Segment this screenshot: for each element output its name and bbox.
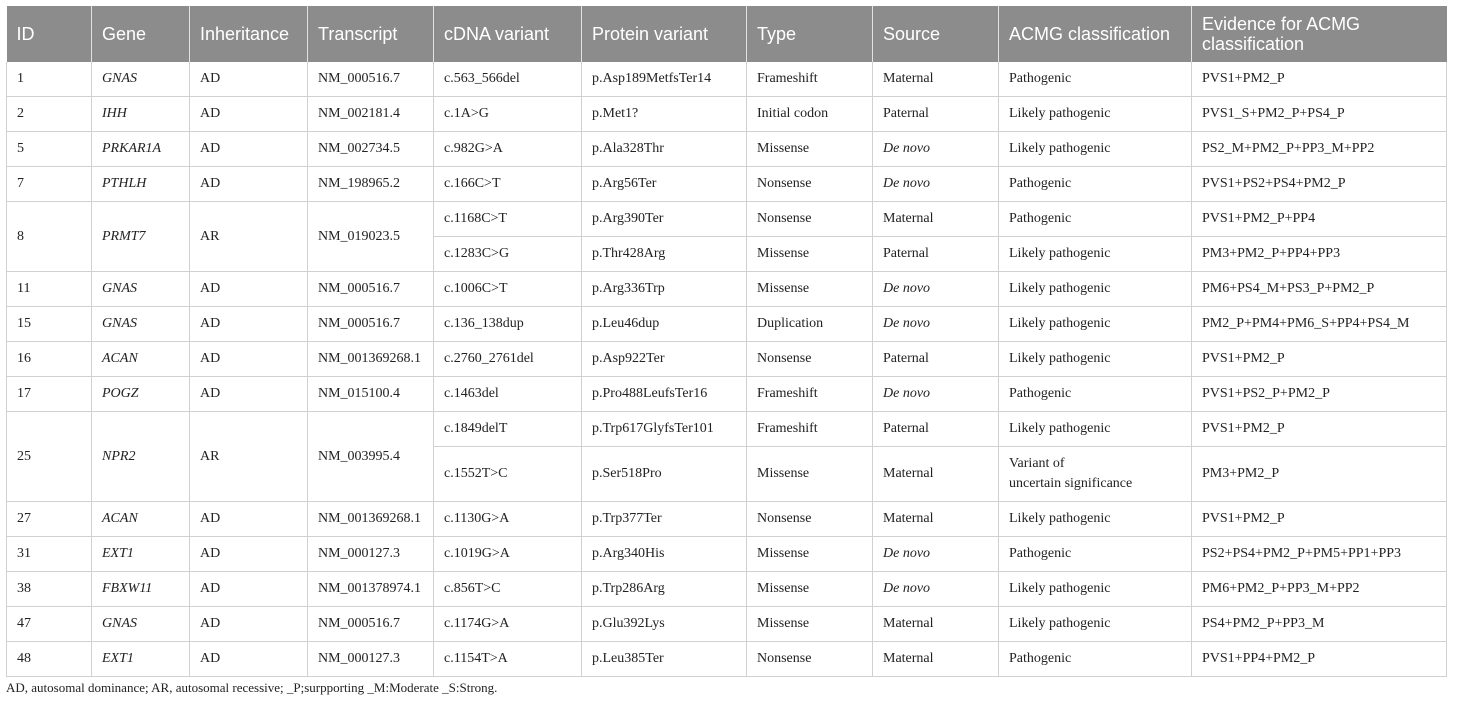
cell-gene: IHH (92, 97, 190, 132)
cell-cdna-variant: c.2760_2761del (434, 342, 582, 377)
cell-transcript: NM_002181.4 (308, 97, 434, 132)
cell-id: 15 (7, 307, 92, 342)
cell-cdna-variant: c.1154T>A (434, 642, 582, 677)
cell-transcript: NM_003995.4 (308, 412, 434, 502)
table-header-row (7, 6, 1447, 62)
cell-evidence: PVS1+PM2_P (1192, 502, 1447, 537)
cell-type: Nonsense (747, 167, 873, 202)
cell-type: Missense (747, 537, 873, 572)
cell-source: De novo (873, 167, 999, 202)
cell-source: Maternal (873, 202, 999, 237)
cell-source: Maternal (873, 502, 999, 537)
cell-source: De novo (873, 537, 999, 572)
cell-acmg-classification: Likely pathogenic (999, 97, 1192, 132)
cell-cdna-variant: c.1283C>G (434, 237, 582, 272)
cell-id: 5 (7, 132, 92, 167)
acmg-line: Variant of (1009, 456, 1065, 471)
cell-protein-variant: p.Arg336Trp (582, 272, 747, 307)
table-row (7, 132, 1447, 167)
variant-table (6, 6, 1447, 677)
cell-protein-variant: p.Leu385Ter (582, 642, 747, 677)
cell-acmg-classification: Pathogenic (999, 202, 1192, 237)
cell-id: 27 (7, 502, 92, 537)
cell-protein-variant: p.Asp189MetfsTer14 (582, 62, 747, 97)
cell-acmg-classification: Pathogenic (999, 642, 1192, 677)
cell-protein-variant: p.Thr428Arg (582, 237, 747, 272)
table-row (7, 167, 1447, 202)
header-source: Source (873, 6, 999, 62)
cell-gene: ACAN (92, 342, 190, 377)
cell-inheritance: AD (190, 132, 308, 167)
cell-cdna-variant: c.1006C>T (434, 272, 582, 307)
table-footnote: AD, autosomal dominance; AR, autosomal recessive; _P;surpporting _M:Moderate _S:Strong. (6, 680, 498, 695)
cell-gene: ACAN (92, 502, 190, 537)
cell-type: Missense (747, 572, 873, 607)
table-row (7, 377, 1447, 412)
cell-evidence: PVS1+PM2_P+PP4 (1192, 202, 1447, 237)
cell-protein-variant: p.Met1? (582, 97, 747, 132)
cell-protein-variant: p.Ala328Thr (582, 132, 747, 167)
cell-transcript: NM_001369268.1 (308, 502, 434, 537)
cell-type: Missense (747, 447, 873, 502)
cell-protein-variant: p.Trp617GlyfsTer101 (582, 412, 747, 447)
cell-inheritance: AR (190, 412, 308, 502)
cell-transcript: NM_000516.7 (308, 307, 434, 342)
cell-inheritance: AD (190, 342, 308, 377)
cell-gene: PRMT7 (92, 202, 190, 272)
header-acmg-classification: ACMG classification (999, 6, 1192, 62)
cell-source: Paternal (873, 97, 999, 132)
cell-acmg-classification: Likely pathogenic (999, 237, 1192, 272)
cell-type: Missense (747, 272, 873, 307)
cell-cdna-variant: c.1552T>C (434, 447, 582, 502)
header-protein-variant: Protein variant (582, 6, 747, 62)
cell-type: Missense (747, 237, 873, 272)
table-row (7, 62, 1447, 97)
cell-id: 38 (7, 572, 92, 607)
cell-inheritance: AD (190, 537, 308, 572)
cell-protein-variant: p.Pro488LeufsTer16 (582, 377, 747, 412)
cell-evidence: PS4+PM2_P+PP3_M (1192, 607, 1447, 642)
cell-evidence: PVS1+PM2_P (1192, 62, 1447, 97)
cell-type: Nonsense (747, 202, 873, 237)
cell-id: 47 (7, 607, 92, 642)
table-row (7, 97, 1447, 132)
table-row (7, 642, 1447, 677)
cell-protein-variant: p.Arg340His (582, 537, 747, 572)
cell-type: Frameshift (747, 62, 873, 97)
cell-type: Nonsense (747, 502, 873, 537)
cell-protein-variant: p.Glu392Lys (582, 607, 747, 642)
cell-cdna-variant: c.1174G>A (434, 607, 582, 642)
table-row (7, 202, 1447, 237)
cell-type: Nonsense (747, 342, 873, 377)
cell-acmg-classification: Pathogenic (999, 377, 1192, 412)
cell-gene: FBXW11 (92, 572, 190, 607)
cell-inheritance: AD (190, 607, 308, 642)
cell-source: Maternal (873, 642, 999, 677)
cell-cdna-variant: c.563_566del (434, 62, 582, 97)
cell-gene: EXT1 (92, 642, 190, 677)
cell-acmg-classification: Likely pathogenic (999, 412, 1192, 447)
cell-inheritance: AD (190, 572, 308, 607)
table-row (7, 412, 1447, 447)
cell-inheritance: AR (190, 202, 308, 272)
cell-type: Frameshift (747, 377, 873, 412)
cell-evidence: PVS1+PM2_P (1192, 412, 1447, 447)
cell-id: 2 (7, 97, 92, 132)
cell-acmg-classification (999, 447, 1192, 502)
cell-id: 48 (7, 642, 92, 677)
cell-source: De novo (873, 272, 999, 307)
cell-evidence: PS2+PS4+PM2_P+PM5+PP1+PP3 (1192, 537, 1447, 572)
cell-type: Initial codon (747, 97, 873, 132)
cell-type: Missense (747, 132, 873, 167)
cell-acmg-classification: Likely pathogenic (999, 307, 1192, 342)
cell-id: 17 (7, 377, 92, 412)
cell-id: 25 (7, 412, 92, 502)
table-body (7, 62, 1447, 677)
cell-transcript: NM_198965.2 (308, 167, 434, 202)
cell-gene: GNAS (92, 607, 190, 642)
header-cdna-variant: cDNA variant (434, 6, 582, 62)
header-evidence: Evidence for ACMG classification (1192, 6, 1447, 62)
cell-inheritance: AD (190, 97, 308, 132)
cell-gene: PRKAR1A (92, 132, 190, 167)
cell-transcript: NM_001378974.1 (308, 572, 434, 607)
table-row (7, 502, 1447, 537)
cell-cdna-variant: c.1A>G (434, 97, 582, 132)
cell-inheritance: AD (190, 167, 308, 202)
cell-evidence: PVS1+PS2_P+PM2_P (1192, 377, 1447, 412)
cell-source: De novo (873, 307, 999, 342)
cell-acmg-classification: Likely pathogenic (999, 502, 1192, 537)
cell-gene: GNAS (92, 62, 190, 97)
cell-gene: PTHLH (92, 167, 190, 202)
cell-gene: POGZ (92, 377, 190, 412)
cell-source: Maternal (873, 447, 999, 502)
cell-evidence: PVS1+PP4+PM2_P (1192, 642, 1447, 677)
cell-cdna-variant: c.856T>C (434, 572, 582, 607)
table-row (7, 272, 1447, 307)
cell-inheritance: AD (190, 377, 308, 412)
cell-cdna-variant: c.1849delT (434, 412, 582, 447)
cell-inheritance: AD (190, 272, 308, 307)
header-gene: Gene (92, 6, 190, 62)
cell-evidence: PVS1+PM2_P (1192, 342, 1447, 377)
cell-source: De novo (873, 377, 999, 412)
acmg-line: uncertain significance (1009, 476, 1133, 491)
variant-table-container (6, 6, 1446, 677)
cell-cdna-variant: c.136_138dup (434, 307, 582, 342)
cell-id: 31 (7, 537, 92, 572)
cell-evidence: PM3+PM2_P (1192, 447, 1447, 502)
cell-cdna-variant: c.1463del (434, 377, 582, 412)
cell-protein-variant: p.Leu46dup (582, 307, 747, 342)
cell-transcript: NM_000127.3 (308, 537, 434, 572)
cell-type: Missense (747, 607, 873, 642)
header-inheritance: Inheritance (190, 6, 308, 62)
cell-inheritance: AD (190, 62, 308, 97)
cell-gene: EXT1 (92, 537, 190, 572)
cell-id: 7 (7, 167, 92, 202)
cell-gene: NPR2 (92, 412, 190, 502)
cell-protein-variant: p.Trp377Ter (582, 502, 747, 537)
table-row (7, 307, 1447, 342)
cell-inheritance: AD (190, 307, 308, 342)
cell-transcript: NM_002734.5 (308, 132, 434, 167)
cell-source: Maternal (873, 62, 999, 97)
cell-cdna-variant: c.166C>T (434, 167, 582, 202)
table-row (7, 342, 1447, 377)
cell-transcript: NM_019023.5 (308, 202, 434, 272)
table-row (7, 607, 1447, 642)
cell-source: Paternal (873, 412, 999, 447)
cell-evidence: PVS1_S+PM2_P+PS4_P (1192, 97, 1447, 132)
cell-protein-variant: p.Ser518Pro (582, 447, 747, 502)
cell-inheritance: AD (190, 642, 308, 677)
cell-cdna-variant: c.1019G>A (434, 537, 582, 572)
cell-acmg-classification: Likely pathogenic (999, 572, 1192, 607)
cell-evidence: PS2_M+PM2_P+PP3_M+PP2 (1192, 132, 1447, 167)
cell-acmg-classification: Likely pathogenic (999, 272, 1192, 307)
cell-source: Paternal (873, 237, 999, 272)
cell-source: Paternal (873, 342, 999, 377)
cell-id: 1 (7, 62, 92, 97)
cell-id: 8 (7, 202, 92, 272)
header-id: ID (7, 6, 92, 62)
cell-cdna-variant: c.1130G>A (434, 502, 582, 537)
cell-evidence: PM6+PS4_M+PS3_P+PM2_P (1192, 272, 1447, 307)
cell-cdna-variant: c.982G>A (434, 132, 582, 167)
cell-transcript: NM_015100.4 (308, 377, 434, 412)
header-type: Type (747, 6, 873, 62)
cell-id: 16 (7, 342, 92, 377)
table-row (7, 537, 1447, 572)
cell-type: Nonsense (747, 642, 873, 677)
cell-evidence: PM3+PM2_P+PP4+PP3 (1192, 237, 1447, 272)
cell-gene: GNAS (92, 307, 190, 342)
cell-cdna-variant: c.1168C>T (434, 202, 582, 237)
cell-id: 11 (7, 272, 92, 307)
cell-protein-variant: p.Arg390Ter (582, 202, 747, 237)
cell-evidence: PM2_P+PM4+PM6_S+PP4+PS4_M (1192, 307, 1447, 342)
cell-acmg-classification: Likely pathogenic (999, 607, 1192, 642)
cell-inheritance: AD (190, 502, 308, 537)
table-row (7, 572, 1447, 607)
cell-protein-variant: p.Asp922Ter (582, 342, 747, 377)
cell-transcript: NM_001369268.1 (308, 342, 434, 377)
cell-protein-variant: p.Arg56Ter (582, 167, 747, 202)
cell-source: De novo (873, 132, 999, 167)
cell-source: De novo (873, 572, 999, 607)
cell-acmg-classification: Likely pathogenic (999, 342, 1192, 377)
cell-transcript: NM_000516.7 (308, 607, 434, 642)
cell-source: Maternal (873, 607, 999, 642)
cell-acmg-classification: Pathogenic (999, 62, 1192, 97)
cell-transcript: NM_000127.3 (308, 642, 434, 677)
cell-evidence: PM6+PM2_P+PP3_M+PP2 (1192, 572, 1447, 607)
cell-evidence: PVS1+PS2+PS4+PM2_P (1192, 167, 1447, 202)
cell-acmg-classification: Pathogenic (999, 537, 1192, 572)
cell-type: Duplication (747, 307, 873, 342)
cell-acmg-classification: Likely pathogenic (999, 132, 1192, 167)
cell-acmg-classification: Pathogenic (999, 167, 1192, 202)
cell-type: Frameshift (747, 412, 873, 447)
cell-transcript: NM_000516.7 (308, 272, 434, 307)
cell-protein-variant: p.Trp286Arg (582, 572, 747, 607)
header-transcript: Transcript (308, 6, 434, 62)
cell-transcript: NM_000516.7 (308, 62, 434, 97)
cell-gene: GNAS (92, 272, 190, 307)
